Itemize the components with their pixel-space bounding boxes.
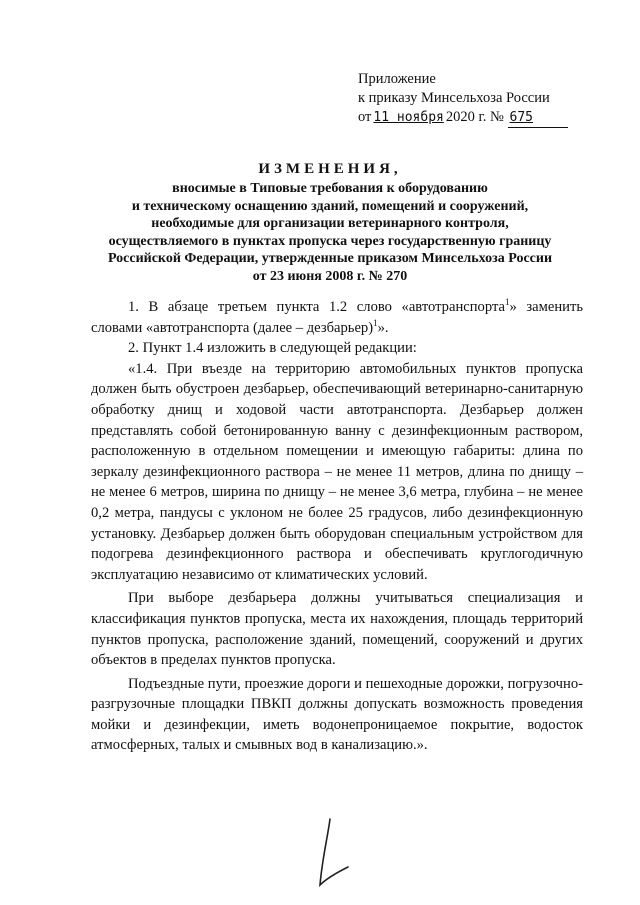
title-line: необходимые для организации ветеринарного контроля,	[151, 216, 509, 231]
appendix-year: 2020 г. №	[445, 109, 504, 125]
appendix-number: 675	[509, 110, 533, 125]
title-subtitle	[70, 180, 590, 285]
signature-mark	[308, 815, 358, 890]
paragraph-5: Подъездные пути, проезжие дороги и пешеходные дорожки, погрузочно-разгрузочные площадки ПВКП должны допускать возможность проведения мойки и дезинфекции, иметь водонепроницаемое покрытие, водосток атмосферных, талых и смывных вод в канализацию.».	[91, 675, 583, 754]
paragraph-1	[91, 297, 583, 338]
footnote-ref: 1	[373, 317, 378, 328]
appendix-date-line	[358, 108, 598, 128]
appendix-order-ref: к приказу Минсельхоза России	[358, 90, 550, 106]
paragraph-1-text-b: » заменить словами «автотранспорта (далее – дезбарьер)	[91, 299, 583, 336]
title-line: вносимые в Типовые требования к оборудованию	[172, 181, 488, 196]
title-line: Российской Федерации, утвержденные приказом Минсельхоза России	[107, 251, 553, 266]
title-line: и техническому оснащению зданий, помещений и сооружений,	[131, 198, 529, 214]
appendix-label: Приложение	[358, 71, 436, 87]
paragraph-4: При выборе дезбарьера должны учитываться специализация и классификация пунктов пропуска, места их нахождения, площадь территорий пунктов пропуска, расположение зданий, помещений, сооружений и других объектов в пределах пунктов пропуска.	[91, 590, 583, 669]
title-main: ИЗМЕНЕНИЯ,	[258, 161, 402, 177]
paragraph-2: 2. Пункт 1.4 изложить в следующей редакции:	[128, 340, 417, 357]
document-body	[91, 297, 583, 756]
paragraph-1-text-a: 1. В абзаце третьем пункта 1.2 слово «автотранспорта	[128, 299, 505, 315]
title-line: осуществляемого в пунктах пропуска через государственную границу	[108, 233, 552, 249]
appendix-from: от	[358, 109, 372, 125]
title-line: от 23 июня 2008 г. № 270	[252, 268, 408, 284]
appendix-date: 11 ноября	[373, 110, 444, 125]
footnote-ref: 1	[505, 297, 510, 308]
document-title	[70, 160, 590, 285]
paragraph-3: «1.4. При въезде на территорию автомобильных пунктов пропуска должен быть обустроен дезбарьер, обеспечивающий ветеринарно-санитарную обработку днищ и ходовой части автотранспорта. Дезбарьер должен представлять собой бетонированную ванну с дезинфекционным раствором, расположенную в отдельном помещении и имеющую габариты: длина по зеркалу дезинфекционного раствора – не менее 11 метров, длина по днищу – не менее 6 метров, ширина по днищу – не менее 3,6 метра, глубина – не менее 0,2 метра, пандусы с уклоном не более 25 градусов, либо дезинфекционную установку. Дезбарьер должен быть оборудован специальным устройством для подогрева дезинфекционного раствора и обеспечивать круглогодичную эксплуатацию независимо от климатических условий.	[91, 360, 583, 583]
paragraph-1-text-c: ».	[377, 319, 389, 336]
appendix-header	[358, 70, 598, 128]
